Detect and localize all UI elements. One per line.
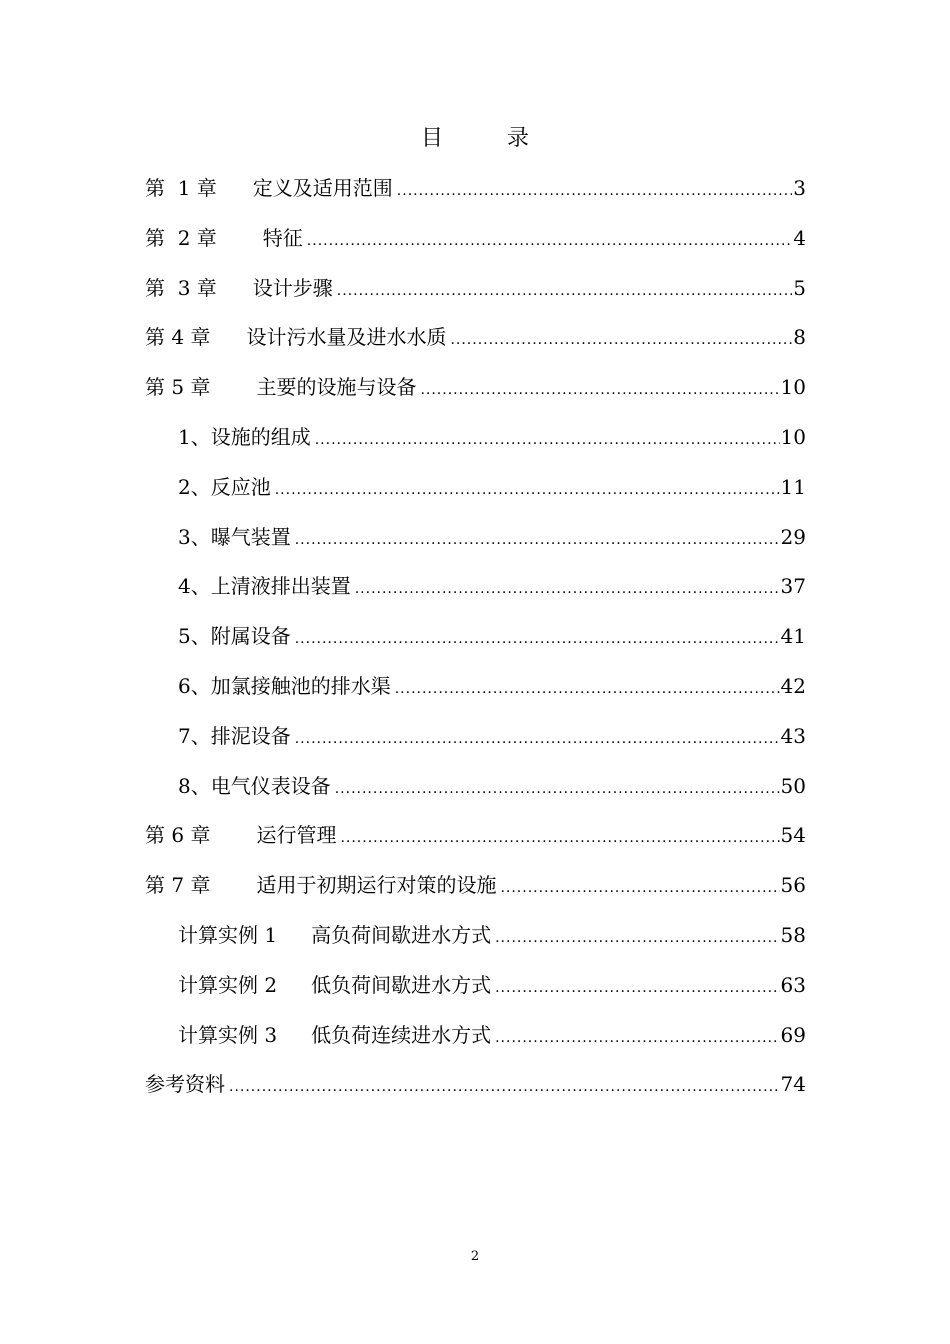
toc-entry-page: 11 (780, 474, 806, 499)
toc-leader-dots (295, 516, 780, 566)
toc-entry-page: 42 (780, 673, 806, 698)
page-number: 2 (470, 1249, 480, 1264)
toc-entry-number: 计算实例 2 (178, 972, 278, 997)
toc-entry-number: 第 6 章 (145, 823, 211, 848)
toc-entry-page: 54 (780, 823, 806, 848)
toc-entry-page: 56 (780, 873, 806, 898)
toc-leader-dots (495, 964, 779, 1014)
toc-leader-dots (335, 765, 780, 815)
toc-title-left: 目 (420, 126, 443, 151)
toc-entry-number: 第 1 章 (145, 176, 217, 200)
toc-entry-number: 计算实例 1 (178, 922, 278, 947)
toc-leader-dots (295, 715, 780, 765)
toc-entry[interactable] (145, 214, 806, 264)
toc-entry-label: 运行管理 (256, 823, 337, 848)
toc-entry-page: 58 (780, 922, 806, 947)
toc-title-right: 录 (507, 126, 530, 151)
toc-entry[interactable] (145, 264, 806, 314)
toc-entry-label: 电气仪表设备 (210, 773, 331, 798)
toc-entry-page: 50 (780, 773, 806, 798)
toc-leader-dots (495, 1014, 779, 1064)
toc-entry-label: 加氯接触池的排水渠 (210, 673, 391, 698)
toc-entry-number: 5、 (178, 624, 211, 649)
toc-entry-label: 低负荷连续进水方式 (311, 1022, 492, 1047)
toc-entry[interactable] (145, 562, 806, 612)
toc-leader-dots (420, 366, 779, 416)
toc-entry-page: 10 (780, 424, 806, 449)
toc-entry-label: 高负荷间歇进水方式 (311, 922, 492, 947)
toc-leader-dots (295, 615, 780, 665)
toc-entry-page: 63 (780, 972, 806, 997)
toc-leader-dots (395, 665, 780, 715)
toc-entry[interactable] (145, 662, 806, 712)
toc-entry-number: 第 7 章 (145, 873, 211, 898)
toc-entry-label: 反应池 (210, 474, 271, 499)
toc-leader-dots (500, 864, 779, 914)
toc-entry-label: 定义及适用范围 (252, 176, 393, 200)
toc-entry[interactable] (145, 1060, 806, 1110)
toc-entry-label: 低负荷间歇进水方式 (311, 972, 492, 997)
toc-leader-dots (229, 1063, 780, 1113)
toc-title (0, 122, 950, 156)
toc-entry-label: 特征 (262, 225, 303, 250)
toc-leader-dots (307, 217, 792, 267)
toc-entry-page: 5 (793, 275, 806, 300)
toc-leader-dots (340, 814, 779, 864)
toc-entry-number: 第 2 章 (145, 225, 217, 250)
toc-leader-dots (275, 466, 780, 516)
toc-leader-dots (337, 267, 792, 317)
toc-entry[interactable] (145, 712, 806, 762)
toc-entry[interactable] (145, 762, 806, 812)
toc-leader-dots (315, 416, 780, 466)
toc-entry-page: 3 (793, 176, 806, 200)
toc-entry[interactable] (145, 1011, 806, 1061)
toc-entry-number: 第 3 章 (145, 275, 217, 300)
toc-entry[interactable] (145, 513, 806, 563)
toc-entry-page: 69 (780, 1022, 806, 1047)
toc-entry[interactable] (145, 413, 806, 463)
toc-entry[interactable] (145, 313, 806, 363)
toc-entry[interactable] (145, 861, 806, 911)
toc-entry-label: 上清液排出装置 (210, 574, 351, 599)
toc-entry-page: 37 (780, 574, 806, 599)
toc-entry-label: 排泥设备 (210, 723, 291, 748)
toc-entry[interactable] (145, 811, 806, 861)
toc-entry-label: 适用于初期运行对策的设施 (256, 873, 497, 898)
toc-entry[interactable] (145, 612, 806, 662)
toc-entry-page: 43 (780, 723, 806, 748)
toc-entry-page: 74 (780, 1072, 806, 1097)
toc-entry[interactable] (145, 363, 806, 413)
toc-entry-number: 参考资料 (145, 1072, 225, 1097)
toc-entry-number: 计算实例 3 (178, 1022, 278, 1047)
toc-entry-number: 第 5 章 (145, 375, 211, 400)
toc-entry-page: 41 (780, 624, 806, 649)
toc-entry[interactable] (145, 164, 806, 214)
toc-entry-label: 设计污水量及进水水质 (246, 325, 447, 350)
toc-entry-page: 10 (780, 375, 806, 400)
toc-entry[interactable] (145, 911, 806, 961)
toc-entry-label: 附属设备 (210, 624, 291, 649)
toc-entry-number: 第 4 章 (145, 325, 211, 350)
toc-entry[interactable] (145, 463, 806, 513)
toc-entry-number: 4、 (178, 574, 211, 599)
toc-entry-number: 6、 (178, 673, 211, 698)
toc-entry-label: 设计步骤 (252, 275, 333, 300)
toc-entry-label: 曝气装置 (210, 524, 291, 549)
toc-leader-dots (495, 914, 779, 964)
toc-leader-dots (450, 316, 792, 366)
toc-entry-number: 1、 (178, 424, 211, 449)
toc-entry-page: 4 (793, 225, 806, 250)
toc-entry-number: 2、 (178, 474, 211, 499)
toc-entry-page: 8 (793, 325, 806, 350)
toc-leader-dots (355, 565, 780, 615)
toc-entry[interactable] (145, 961, 806, 1011)
toc-entry-page: 29 (780, 524, 806, 549)
toc-leader-dots (397, 167, 792, 217)
toc-entry-number: 7、 (178, 723, 211, 748)
toc-entry-label: 主要的设施与设备 (256, 375, 417, 400)
table-of-contents (145, 164, 806, 1110)
toc-entry-number: 3、 (178, 524, 211, 549)
toc-entry-number: 8、 (178, 773, 211, 798)
toc-entry-label: 设施的组成 (210, 424, 311, 449)
